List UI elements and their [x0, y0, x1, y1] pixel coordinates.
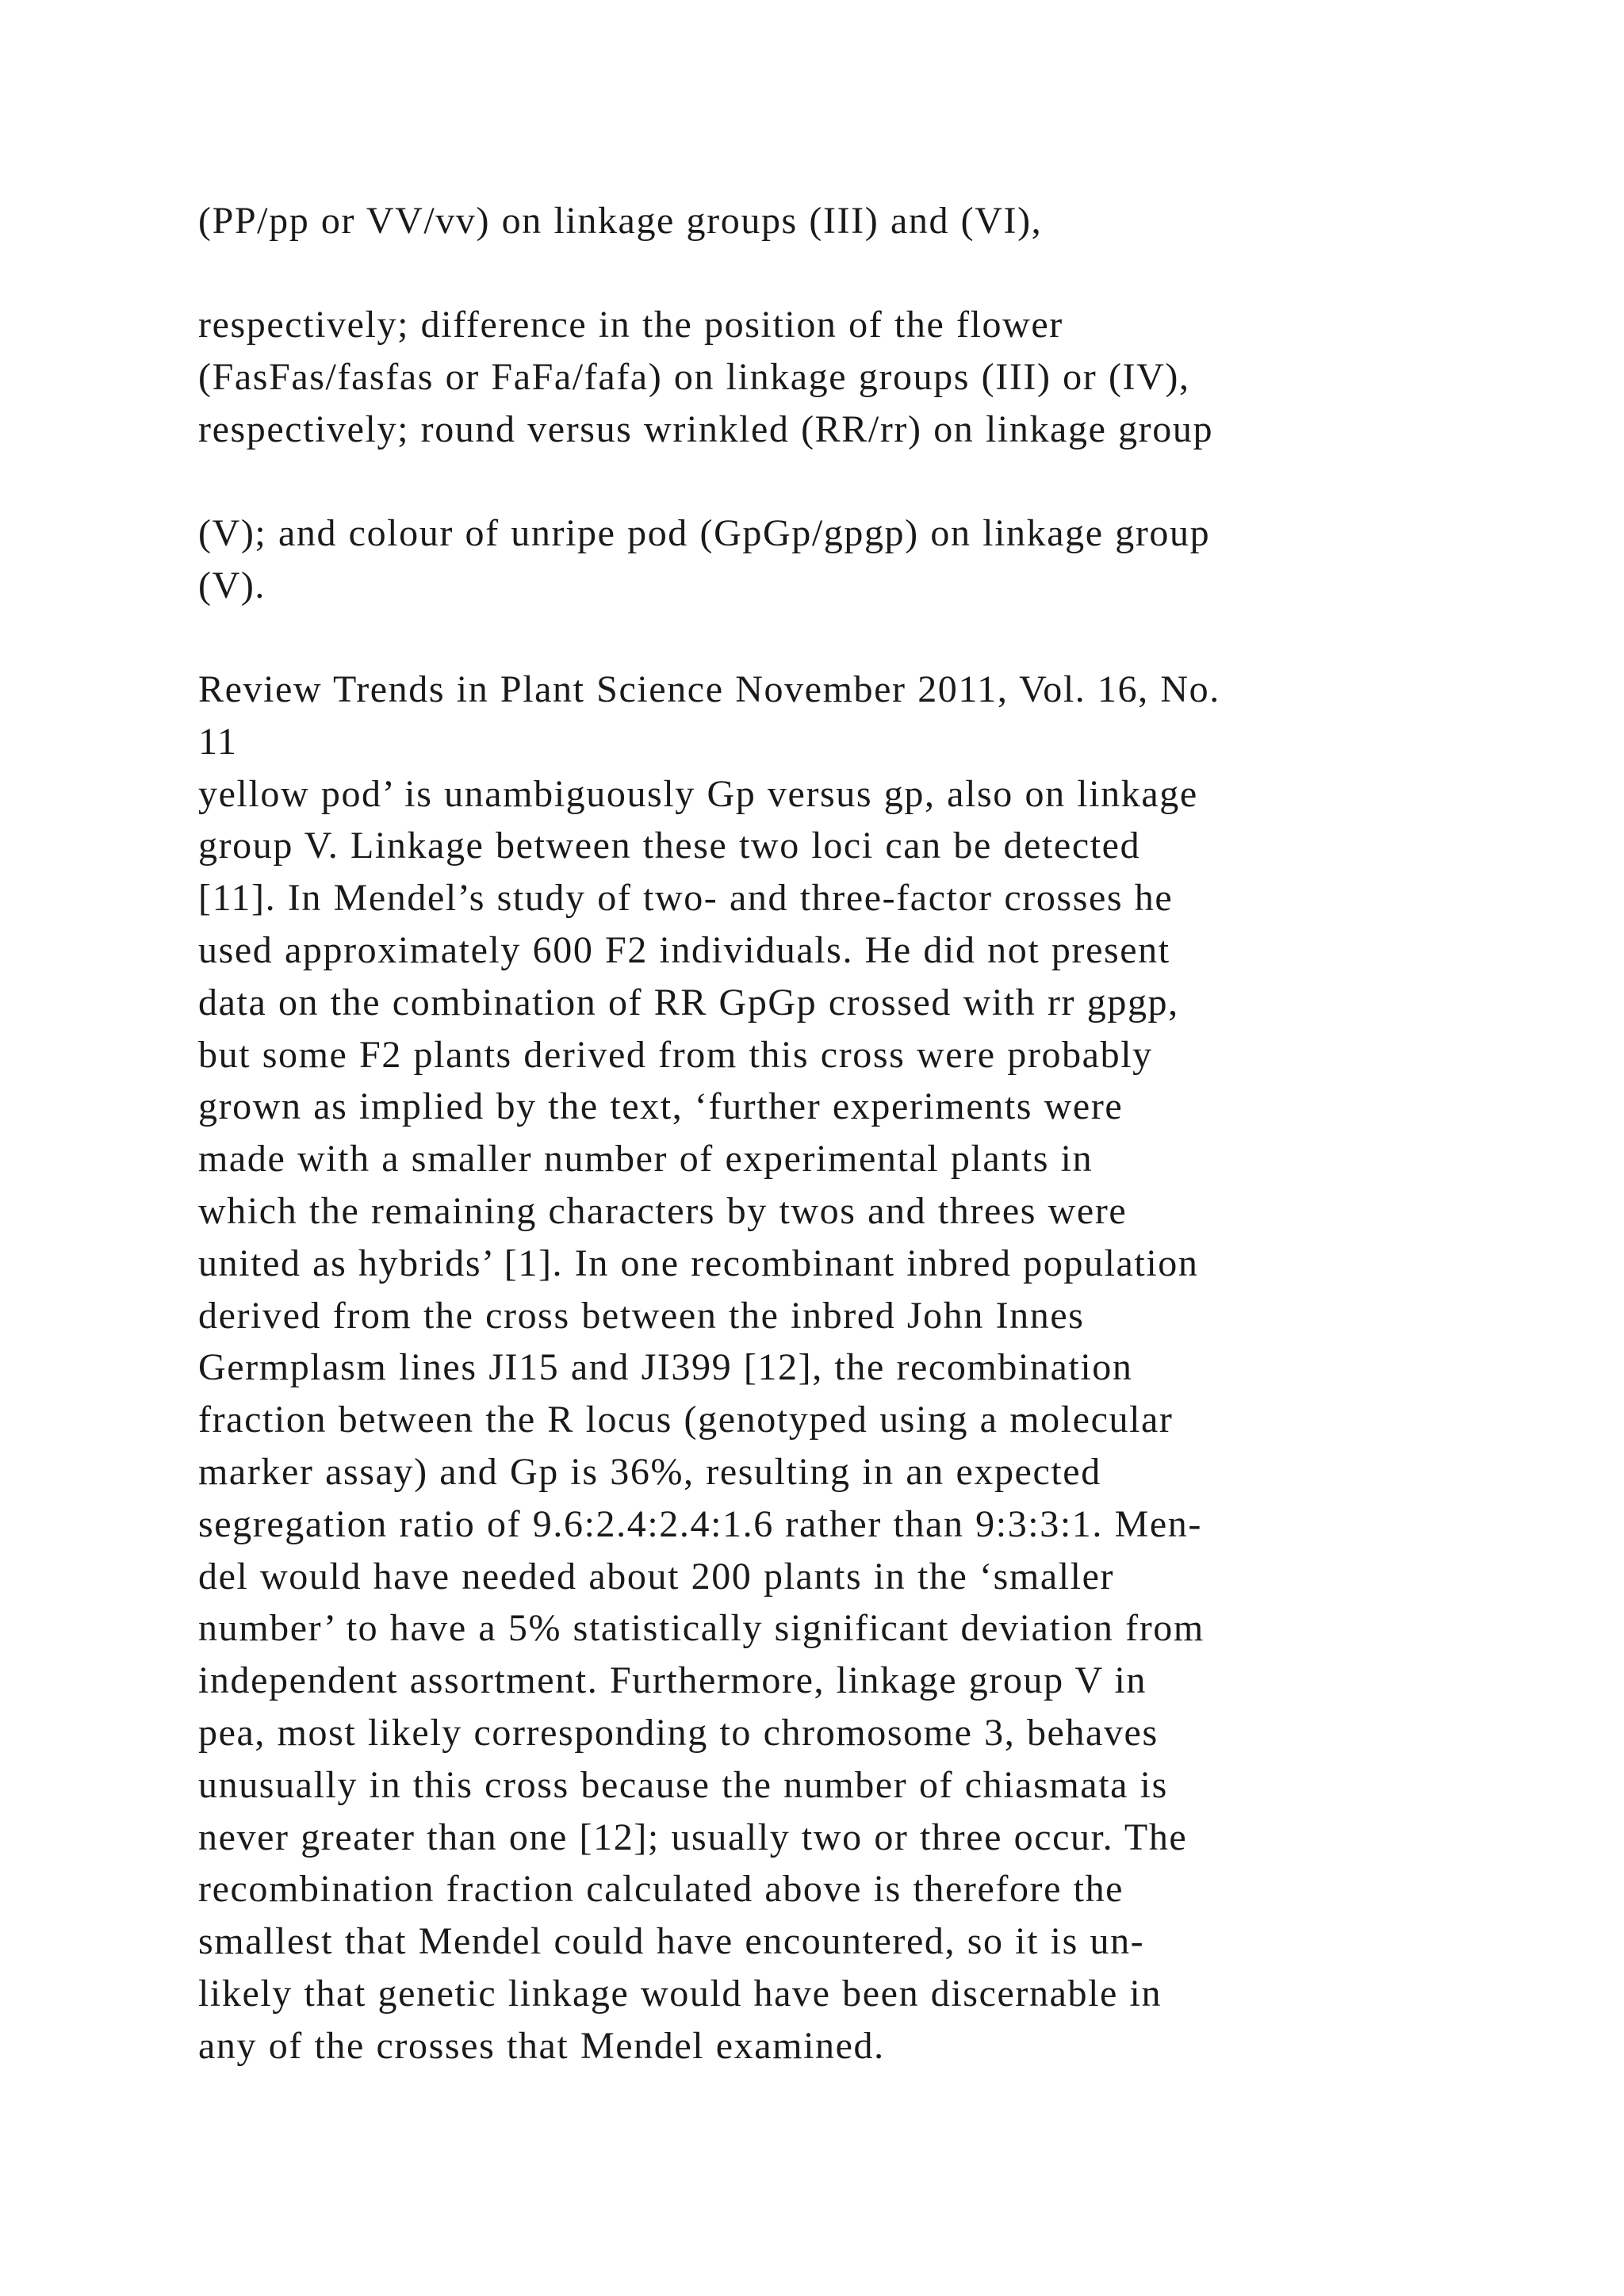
text-line: (FasFas/fasfas or FaFa/fafa) on linkage groups (III) or (IV),: [198, 355, 1190, 398]
text-line: respectively; difference in the position of the flower: [198, 304, 1063, 346]
text-line: pea, most likely corresponding to chromosome 3, behaves: [198, 1711, 1159, 1754]
text-line: yellow pod’ is unambiguously Gp versus gp, also on linkage: [198, 772, 1198, 815]
text-block-3: [198, 507, 1435, 612]
text-line: used approximately 600 F2 individuals. He did not present: [198, 928, 1170, 971]
text-line: Review Trends in Plant Science November 2011, Vol. 16, No.: [198, 668, 1220, 710]
text-line: which the remaining characters by twos and threes were: [198, 1189, 1128, 1232]
text-line: smallest that Mendel could have encountered, so it is un-: [198, 1920, 1145, 1963]
text-line: grown as implied by the text, ‘further experiments were: [198, 1085, 1124, 1128]
text-line: (PP/pp or VV/vv) on linkage groups (III) and (VI),: [198, 200, 1043, 242]
text-block-4: [198, 664, 1435, 2072]
text-line: data on the combination of RR GpGp crossed with rr gpgp,: [198, 981, 1179, 1024]
text-line: (V); and colour of unripe pod (GpGp/gpgp) on linkage group: [198, 512, 1211, 554]
text-block-2: [198, 299, 1435, 455]
text-line: Germplasm lines JI15 and JI399 [12], the recombination: [198, 1346, 1133, 1389]
text-line: unusually in this cross because the number of chiasmata is: [198, 1763, 1168, 1806]
text-line: (V).: [198, 564, 266, 607]
text-line: fraction between the R locus (genotyped using a molecular: [198, 1399, 1174, 1441]
text-line: any of the crosses that Mendel examined.: [198, 2024, 885, 2067]
text-line: del would have needed about 200 plants in the ‘smaller: [198, 1555, 1115, 1598]
text-line: united as hybrids’ [1]. In one recombinant inbred population: [198, 1242, 1199, 1284]
text-line: respectively; round versus wrinkled (RR/rr) on linkage group: [198, 408, 1214, 450]
text-line: segregation ratio of 9.6:2.4:2.4:1.6 rather than 9:3:3:1. Men-: [198, 1502, 1202, 1545]
text-line: group V. Linkage between these two loci can be detected: [198, 825, 1141, 867]
text-line: independent assortment. Furthermore, linkage group V in: [198, 1659, 1147, 1702]
text-block-1: [198, 195, 1435, 247]
text-line: never greater than one [12]; usually two or three occur. The: [198, 1816, 1188, 1858]
text-line: number’ to have a 5% statistically significant deviation from: [198, 1607, 1205, 1650]
text-line: derived from the cross between the inbred John Innes: [198, 1294, 1085, 1337]
text-line: likely that genetic linkage would have been discernable in: [198, 1972, 1162, 2015]
text-line: recombination fraction calculated above is therefore the: [198, 1868, 1124, 1911]
text-line: but some F2 plants derived from this cross were probably: [198, 1033, 1153, 1076]
text-line: 11: [198, 720, 238, 763]
text-line: made with a smaller number of experimental plants in: [198, 1138, 1094, 1181]
text-line: [11]. In Mendel’s study of two- and three-factor crosses he: [198, 877, 1174, 920]
text-line: marker assay) and Gp is 36%, resulting in an expected: [198, 1450, 1101, 1493]
